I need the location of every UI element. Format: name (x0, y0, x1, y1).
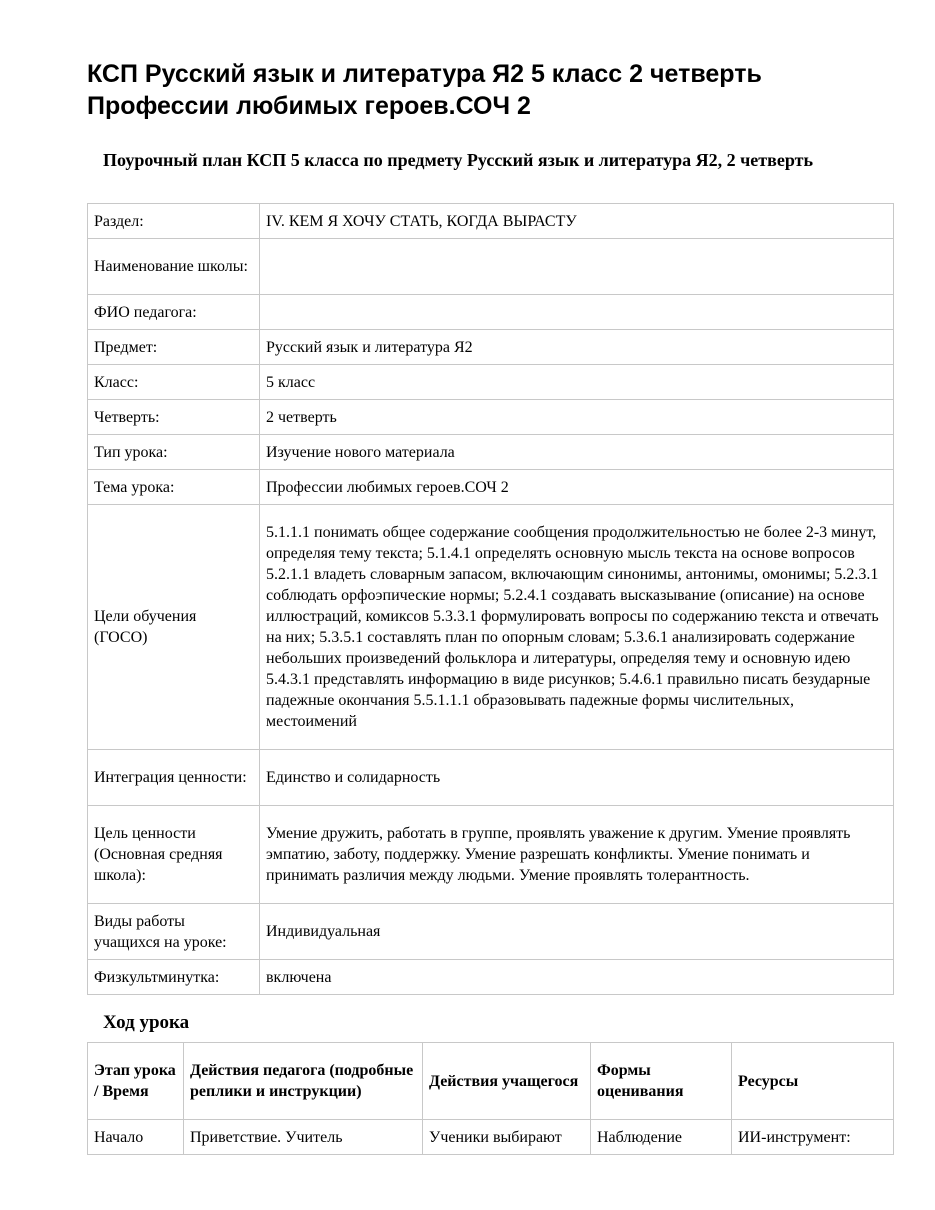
row-value-value-integration: Единство и солидарность (260, 750, 894, 806)
row-value-value-goal: Умение дружить, работать в группе, проявлять уважение к другим. Умение проявлять эмпатию, заботу, поддержку. Умение разрешать конфликты. Умение понимать и принимать различия между людьми. Умение проявлять толерантность. (260, 806, 894, 904)
row-label-value-goal: Цель ценности (Основная средняя школа): (88, 806, 260, 904)
table-row (88, 435, 894, 470)
plan-subtitle: Поурочный план КСП 5 класса по предмету Русский язык и литература Я2, 2 четверть (103, 150, 813, 170)
row-label-school: Наименование школы: (88, 239, 260, 295)
row-label-work-types: Виды работы учащихся на уроке: (88, 904, 260, 960)
table-row (88, 470, 894, 505)
row-label-lesson-topic: Тема урока: (88, 470, 260, 505)
row-value-section: IV. КЕМ Я ХОЧУ СТАТЬ, КОГДА ВЫРАСТУ (260, 204, 894, 239)
table-row (88, 295, 894, 330)
table-row (88, 960, 894, 995)
row-value-lesson-topic: Профессии любимых героев.СОЧ 2 (260, 470, 894, 505)
table-row (88, 400, 894, 435)
lesson-flow-table (87, 1042, 894, 1155)
row-label-quarter: Четверть: (88, 400, 260, 435)
table-row (88, 204, 894, 239)
table-row (88, 330, 894, 365)
row-value-subject: Русский язык и литература Я2 (260, 330, 894, 365)
column-header-assessment: Формы оценивания (591, 1043, 732, 1120)
column-header-student-actions: Действия учащегося (423, 1043, 591, 1120)
lesson-info-table (87, 203, 894, 995)
row-value-lesson-type: Изучение нового материала (260, 435, 894, 470)
table-row (88, 750, 894, 806)
column-header-teacher-actions: Действия педагога (подробные реплики и инструкции) (184, 1043, 423, 1120)
row-value-quarter: 2 четверть (260, 400, 894, 435)
row-value-school (260, 239, 894, 295)
row-label-exercise-break: Физкультминутка: (88, 960, 260, 995)
row-label-value-integration: Интеграция ценности: (88, 750, 260, 806)
cell-stage: Начало (88, 1120, 184, 1155)
table-row (88, 806, 894, 904)
cell-teacher-actions: Приветствие. Учитель (184, 1120, 423, 1155)
row-label-learning-goals: Цели обучения (ГОСО) (88, 505, 260, 750)
row-label-subject: Предмет: (88, 330, 260, 365)
cell-student-actions: Ученики выбирают (423, 1120, 591, 1155)
document-title-line-2: Профессии любимых героев.СОЧ 2 (87, 92, 531, 120)
table-row (88, 365, 894, 400)
row-label-lesson-type: Тип урока: (88, 435, 260, 470)
table-header-row (88, 1043, 894, 1120)
row-value-grade: 5 класс (260, 365, 894, 400)
row-label-section: Раздел: (88, 204, 260, 239)
row-value-learning-goals: 5.1.1.1 понимать общее содержание сообщения продолжительностью не более 2-3 минут, определяя тему текста; 5.1.4.1 определять основную мысль текста на основе вопросов 5.2.1.1 владеть словарным запасом, включающим синонимы, антонимы, омонимы; 5.2.3.1 соблюдать орфоэпические нормы; 5.2.4.1 создавать высказывание (описание) на основе иллюстраций, комиксов 5.3.3.1 формулировать вопросы по содержанию текста и отвечать на них; 5.3.5.1 составлять план по опорным словам; 5.3.6.1 анализировать содержание небольших произведений фольклора и литературы, определяя тему и основную идею 5.4.3.1 представлять информацию в виде рисунков; 5.4.6.1 правильно писать безударные падежные окончания 5.5.1.1.1 образовывать падежные формы числительных, местоимений (260, 505, 894, 750)
column-header-resources: Ресурсы (732, 1043, 894, 1120)
document-title (87, 58, 907, 122)
column-header-stage: Этап урока / Время (88, 1043, 184, 1120)
cell-assessment: Наблюдение (591, 1120, 732, 1155)
row-value-exercise-break: включена (260, 960, 894, 995)
table-row (88, 239, 894, 295)
row-label-grade: Класс: (88, 365, 260, 400)
table-row (88, 1120, 894, 1155)
table-row (88, 904, 894, 960)
table-row (88, 505, 894, 750)
cell-resources: ИИ-инструмент: (732, 1120, 894, 1155)
row-value-work-types: Индивидуальная (260, 904, 894, 960)
row-label-teacher: ФИО педагога: (88, 295, 260, 330)
document-title-line-1: КСП Русский язык и литература Я2 5 класс 2 четверть (87, 60, 762, 88)
row-value-teacher (260, 295, 894, 330)
lesson-flow-heading: Ход урока (103, 1012, 190, 1033)
